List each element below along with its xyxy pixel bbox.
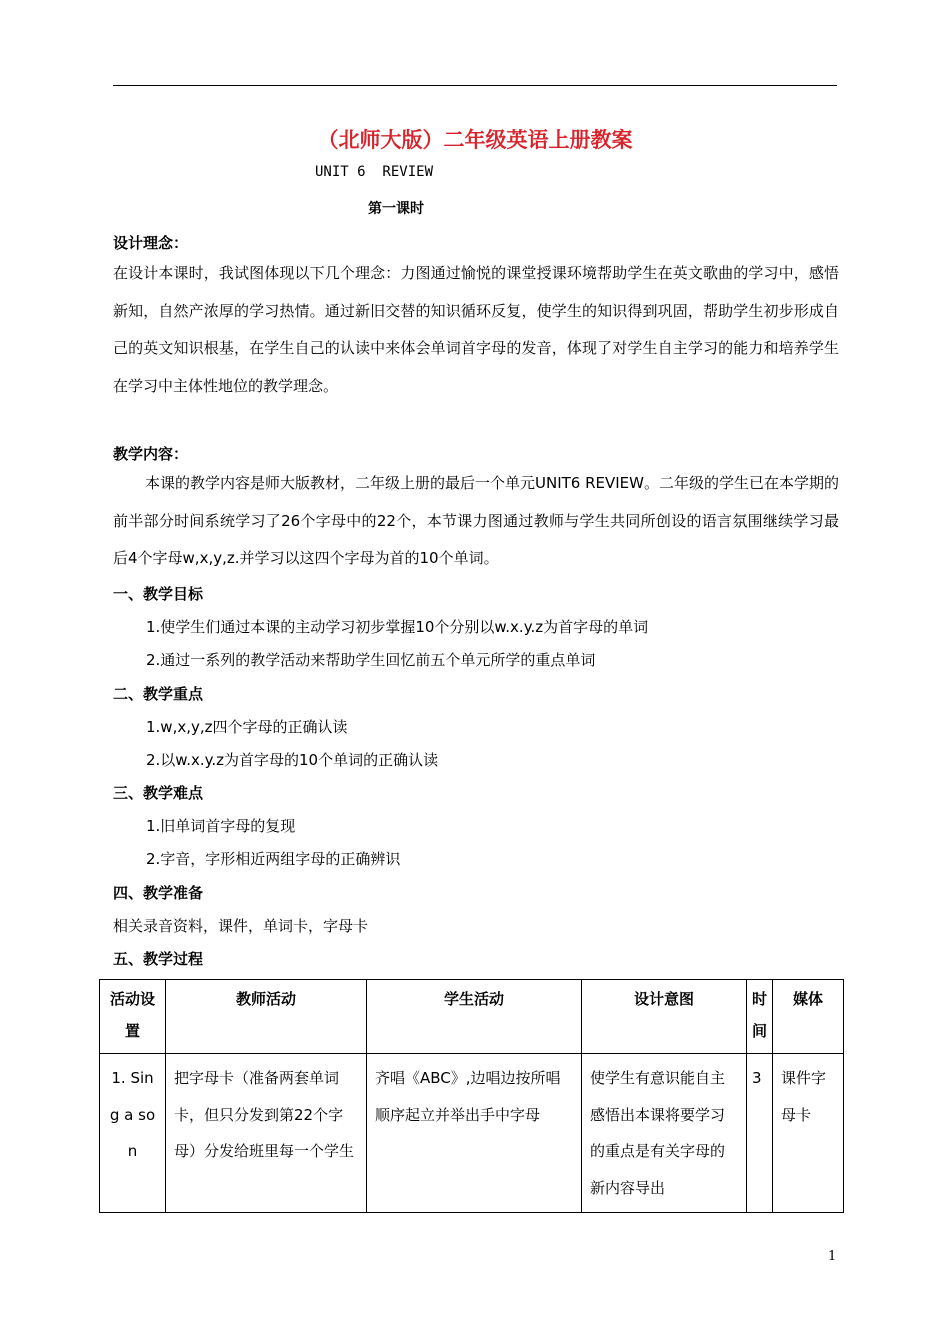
concept-text: 在设计本课时，我试图体现以下几个理念：力图通过愉悦的课堂授课环境帮助学生在英文歌曲的学习中，感悟新知，自然产浓厚的学习热情。通过新旧交替的知识循环反复，使学生的知识得到巩固，帮助学生初步形成自己的英文知识根基，在学生自己的认读中来体会单词首字母的发音，体现了对学生自主学习的能力和培养学生在学习中主体性地位的教学理念。	[113, 264, 839, 395]
col-activity: 活动设置	[100, 980, 166, 1054]
goal-item: 2.通过一系列的教学活动来帮助学生回忆前五个单元所学的重点单词	[146, 651, 596, 669]
preparation-text: 相关录音资料，课件，单词卡，字母卡	[113, 917, 369, 935]
col-student: 学生活动	[367, 980, 582, 1054]
col-media: 媒体	[773, 980, 844, 1054]
process-heading: 五、教学过程	[113, 950, 204, 968]
table-row	[100, 1054, 844, 1213]
preparation-heading: 四、教学准备	[113, 884, 204, 902]
content-heading: 教学内容：	[113, 445, 189, 463]
concept-heading: 设计理念：	[113, 234, 189, 252]
cell-student: 齐唱《ABC》,边唱边按所唱顺序起立并举出手中字母	[367, 1054, 582, 1213]
difficulty-item: 1.旧单词首字母的复现	[146, 817, 296, 835]
page-title: （北师大版）二年级英语上册教案	[317, 128, 633, 152]
cell-activity: 1. Sing a son	[100, 1054, 166, 1213]
process-table	[99, 979, 844, 1213]
unit-label: UNIT 6 REVIEW	[315, 164, 434, 180]
difficulties-heading: 三、教学难点	[113, 784, 204, 802]
cell-intent: 使学生有意识能自主感悟出本课将要学习的重点是有关字母的新内容导出	[582, 1054, 747, 1213]
goal-item: 1.使学生们通过本课的主动学习初步掌握10个分别以w.x.y.z为首字母的单词	[146, 618, 649, 636]
key-point-item: 2.以w.x.y.z为首字母的10个单词的正确认读	[146, 751, 439, 769]
goals-heading: 一、教学目标	[113, 585, 204, 603]
col-intent: 设计意图	[582, 980, 747, 1054]
key-point-item: 1.w,x,y,z四个字母的正确认读	[146, 718, 348, 736]
cell-time: 3	[747, 1054, 773, 1213]
difficulty-item: 2.字音，字形相近两组字母的正确辨识	[146, 850, 401, 868]
cell-teacher: 把字母卡（准备两套单词卡，但只分发到第22个字母）分发给班里每一个学生	[166, 1054, 367, 1213]
col-teacher: 教师活动	[166, 980, 367, 1054]
key-points-heading: 二、教学重点	[113, 685, 204, 703]
content-text: 本课的教学内容是师大版教材，二年级上册的最后一个单元UNIT6 REVIEW。二年级的学生已在本学期的前半部分时间系统学习了26个字母中的22个，本节课力图通过教师与学生共同所创设的语言氛围继续学习最后4个字母w,x,y,z.并学习以这四个字母为首的10个单词。	[113, 474, 839, 567]
lesson-label: 第一课时	[368, 201, 424, 217]
header-rule	[113, 85, 837, 86]
col-time: 时间	[747, 980, 773, 1054]
page-number: 1	[828, 1249, 837, 1264]
cell-media: 课件字母卡	[773, 1054, 844, 1213]
table-header-row	[100, 980, 844, 1054]
